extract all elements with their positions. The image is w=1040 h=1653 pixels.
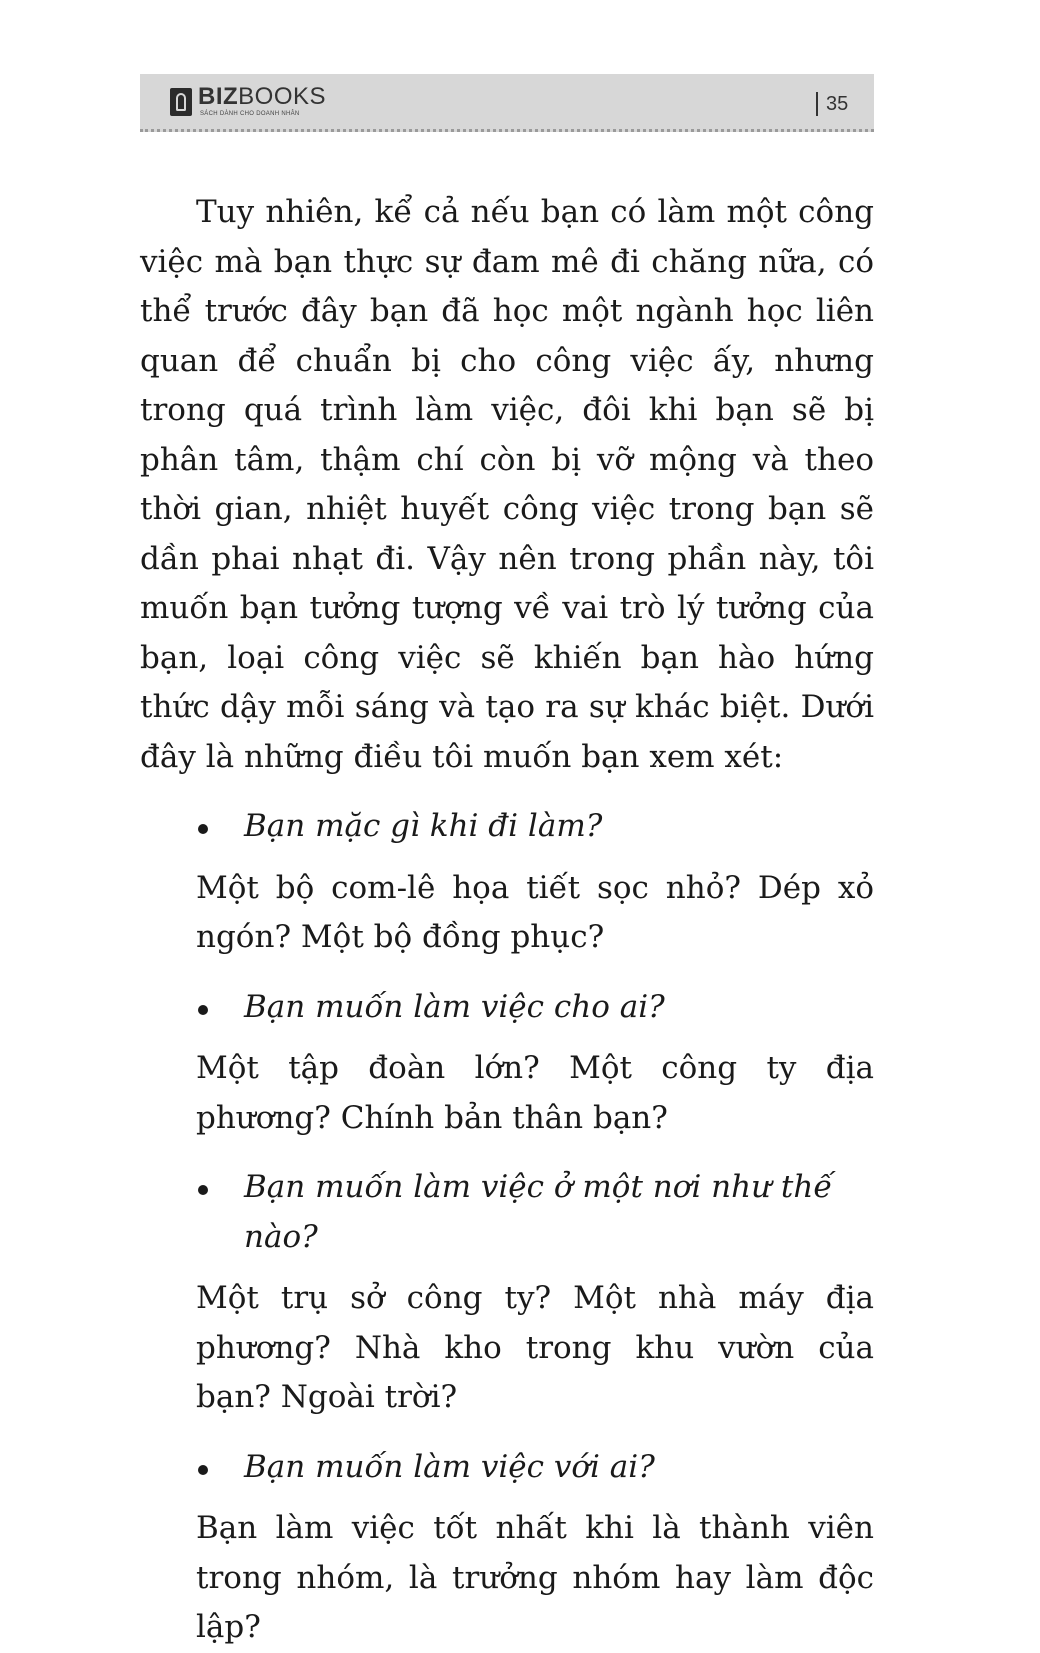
question-text: Bạn muốn làm việc ở một nơi như thế nào? — [244, 1169, 833, 1255]
question-text: Bạn muốn làm việc với ai? — [244, 1448, 655, 1485]
question — [140, 802, 874, 852]
bullet-icon — [198, 1465, 208, 1475]
page-number-divider — [816, 92, 818, 116]
list-item — [140, 1163, 874, 1423]
answer-text: Một bộ com-lê họa tiết sọc nhỏ? Dép xỏ ngón? Một bộ đồng phục? — [196, 869, 874, 955]
bullet-icon — [198, 1185, 208, 1195]
page-body — [140, 188, 874, 1653]
bizbooks-logo-icon — [170, 88, 192, 116]
brand-rest: BOOKS — [238, 83, 327, 110]
answer-text: Một tập đoàn lớn? Một công ty địa phương? Chính bản thân bạn? — [196, 1050, 874, 1136]
answer-text: Bạn làm việc tốt nhất khi là thành viên trong nhóm, là trưởng nhóm hay làm độc lập? — [196, 1510, 874, 1645]
page-number: 35 — [826, 93, 849, 115]
list-item — [140, 1443, 874, 1653]
answer-text: Một trụ sở công ty? Một nhà máy địa phương? Nhà kho trong khu vườn của bạn? Ngoài trời? — [196, 1280, 874, 1415]
question-text: Bạn muốn làm việc cho ai? — [244, 988, 665, 1025]
page-header — [140, 74, 874, 132]
question — [140, 1163, 874, 1262]
question — [140, 983, 874, 1033]
bullet-icon — [198, 824, 208, 834]
question — [140, 1443, 874, 1493]
question-text: Bạn mặc gì khi đi làm? — [244, 808, 603, 844]
list-item — [140, 983, 874, 1144]
intro-paragraph: Tuy nhiên, kể cả nếu bạn có làm một công việc mà bạn thực sự đam mê đi chăng nữa, có thể trước đây bạn đã học một ngành học liên quan để chuẩn bị cho công việc ấy, nhưng trong quá trình làm việc, đôi khi bạn sẽ bị phân tâm, thậm chí còn bị vỡ mộng và theo thời gian, nhiệt huyết công việc trong bạn sẽ dần phai nhạt đi. Vậy nên trong phần này, tôi muốn bạn tưởng tượng về vai trò lý tưởng của bạn, loại công việc sẽ khiến bạn hào hứng thức dậy mỗi sáng và tạo ra sự khác biệt. Dưới đây là những điều tôi muốn bạn xem xét: — [140, 194, 874, 775]
bullet-icon — [198, 1005, 208, 1015]
brand-tagline: SÁCH DÀNH CHO DOANH NHÂN — [200, 111, 300, 117]
list-item — [140, 802, 874, 963]
brand-name — [198, 85, 326, 109]
brand-bold: BIZ — [198, 83, 239, 110]
